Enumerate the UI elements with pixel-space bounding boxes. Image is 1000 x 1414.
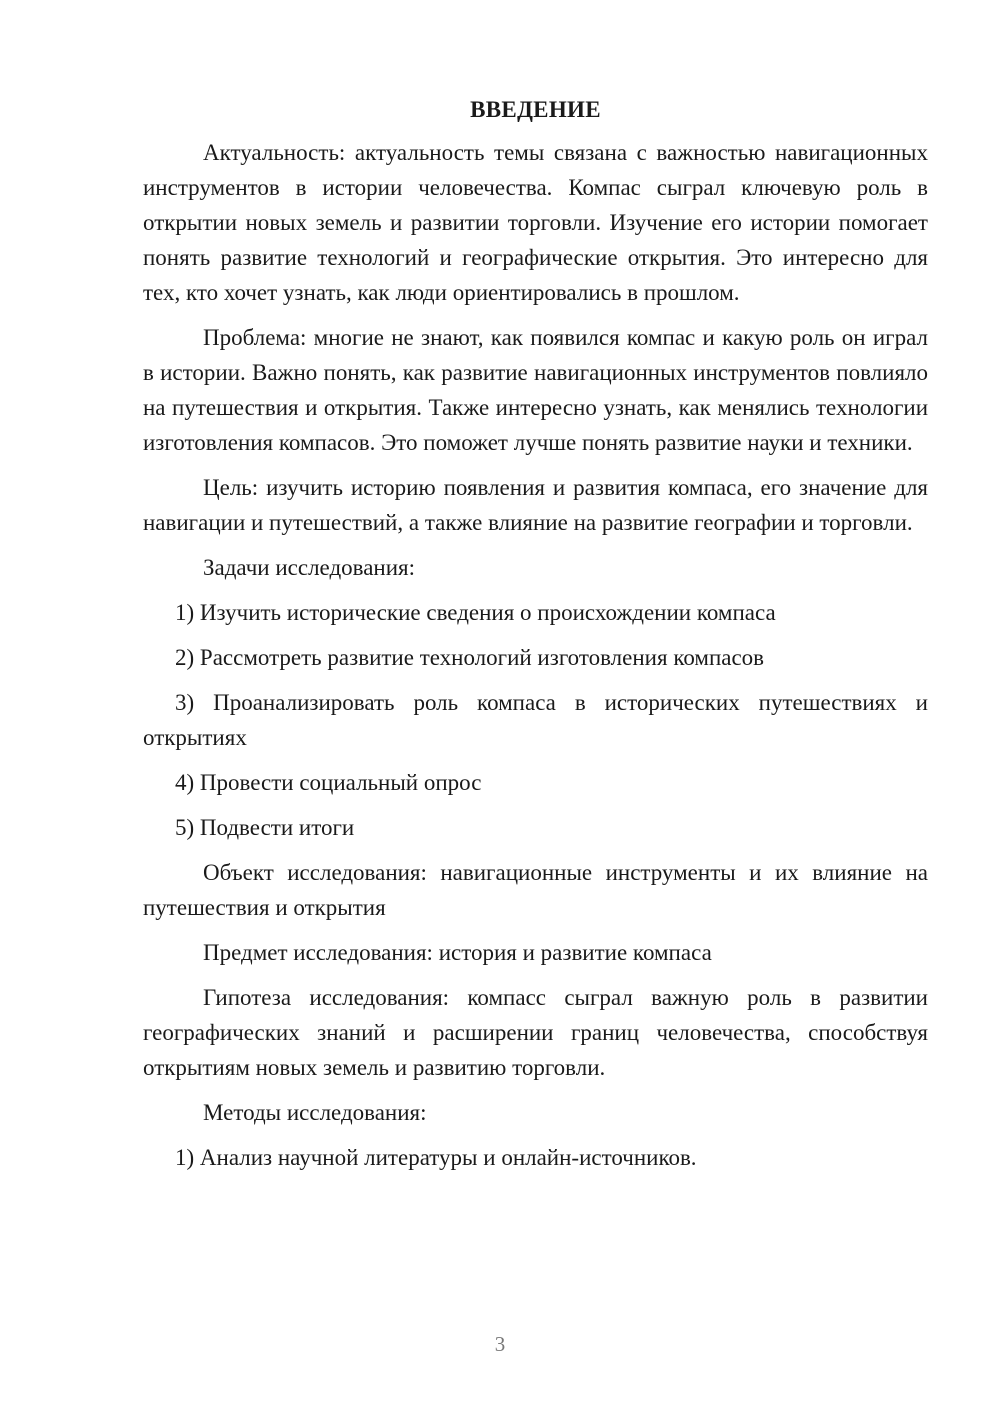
section-title: ВВЕДЕНИЕ	[470, 97, 601, 122]
subject-paragraph: Предмет исследования: история и развитие компаса	[203, 940, 712, 965]
goal-paragraph: Цель: изучить историю появления и развития компаса, его значение для навигации и путешествий, а также влияние на развитие географии и торговли.	[143, 475, 928, 535]
object-paragraph: Объект исследования: навигационные инструменты и их влияние на путешествия и открытия	[143, 860, 928, 920]
document-page	[143, 92, 928, 1185]
task-item: 3) Проанализировать роль компаса в исторических путешествиях и открытиях	[143, 690, 928, 750]
task-item: 5) Подвести итоги	[175, 815, 355, 840]
task-item: 1) Изучить исторические сведения о происхождении компаса	[175, 600, 776, 625]
tasks-heading: Задачи исследования:	[203, 555, 416, 580]
methods-heading: Методы исследования:	[203, 1100, 427, 1125]
page-number: 3	[494, 1332, 506, 1356]
hypothesis-paragraph: Гипотеза исследования: компасс сыграл важную роль в развитии географических знаний и расширении границ человечества, способствуя открытиям новых земель и развитию торговли.	[143, 985, 928, 1080]
task-item: 4) Провести социальный опрос	[175, 770, 482, 795]
task-item: 2) Рассмотреть развитие технологий изготовления компасов	[175, 645, 765, 670]
problem-paragraph: Проблема: многие не знают, как появился компас и какую роль он играл в истории. Важно понять, как развитие навигационных инструментов повлияло на путешествия и открытия. Также интересно узнать, как менялись технологии изготовления компасов. Это поможет лучше понять развитие науки и техники.	[143, 325, 928, 455]
method-item: 1) Анализ научной литературы и онлайн-источников.	[175, 1145, 697, 1170]
relevance-paragraph: Актуальность: актуальность темы связана с важностью навигационных инструментов в истории человечества. Компас сыграл ключевую роль в открытии новых земель и развитии торговли. Изучение его истории помогает понять развитие технологий и географические открытия. Это интересно для тех, кто хочет узнать, как люди ориентировались в прошлом.	[143, 140, 928, 305]
